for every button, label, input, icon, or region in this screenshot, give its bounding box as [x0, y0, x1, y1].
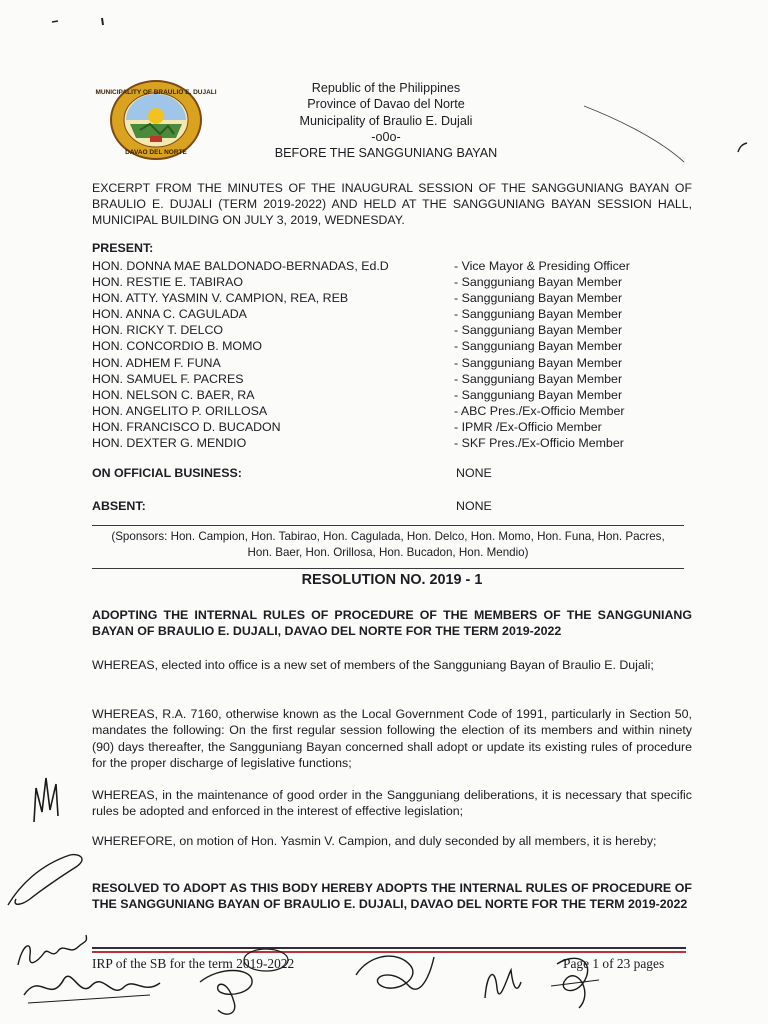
member-name: HON. SAMUEL F. PACRES [92, 371, 244, 386]
member-role: - ABC Pres./Ex-Officio Member [454, 403, 625, 418]
roster-row [92, 435, 692, 451]
roster-row [92, 258, 692, 274]
member-name: HON. CONCORDIO B. MOMO [92, 339, 263, 354]
wherefore-clause: WHEREFORE, on motion of Hon. Yasmin V. Campion, and duly seconded by all members, it is hereby; [92, 834, 657, 848]
roster-row [92, 403, 692, 419]
roster-row [92, 338, 692, 354]
divider-line [92, 568, 684, 569]
seal-ring-bottom: DAVAO DEL NORTE [125, 149, 187, 156]
official-business-label: ON OFFICIAL BUSINESS: [92, 466, 242, 480]
header-province: Province of Davao del Norte [307, 97, 465, 112]
municipal-seal [95, 80, 217, 160]
signature-bottom-3 [350, 945, 440, 1015]
footer-document-title: IRP of the SB for the term 2019-2022 [92, 956, 295, 971]
roster-row [92, 274, 692, 290]
member-name: HON. ANNA C. CAGULADA [92, 307, 247, 322]
signature-term-strike [240, 944, 300, 976]
signature-scribble [0, 845, 92, 915]
member-name: HON. ATTY. YASMIN V. CAMPION, REA, REB [92, 291, 349, 306]
member-role: - Sangguniang Bayan Member [454, 307, 623, 322]
whereas-clause-3: WHEREAS, in the maintenance of good order in the Sangguniang deliberations, it is necessary that specific rules be adopted and enforced in the interest of effective legislation; [92, 788, 692, 819]
member-role: - IPMR /Ex-Officio Member [454, 419, 602, 434]
member-role: - Sangguniang Bayan Member [454, 323, 623, 338]
seal-ring-top: MUNICIPALITY OF BRAULIO E. DUJALI [95, 89, 217, 96]
member-role: - Vice Mayor & Presiding Officer [454, 259, 630, 273]
member-role: - Sangguniang Bayan Member [454, 275, 623, 290]
header-municipality: Municipality of Braulio E. Dujali [299, 113, 473, 128]
footer-page-number: Page 1 of 23 pages [563, 956, 665, 971]
roster-row [92, 290, 692, 306]
roster-row [92, 306, 692, 322]
whereas-clause-1: WHEREAS, elected into office is a new set of members of the Sangguniang Bayan of Braulio E. Dujali; [92, 658, 654, 672]
whereas-clause-2: WHEREAS, R.A. 7160, otherwise known as the Local Government Code of 1991, particularly in Section 50, mandates the following: On the first regular session following the election of its members and within ninety (90) days thereafter, the Sangguniang Bayan concerned shall adopt or update its existing rules of procedure for the proper discharge of legislative functions; [92, 707, 692, 770]
attendance-roster [92, 258, 692, 451]
header-republic: Republic of the Philippines [311, 81, 461, 95]
excerpt-paragraph: EXCERPT FROM THE MINUTES OF THE INAUGURAL SESSION OF THE SANGGUNIANG BAYAN OF BRAULIO E. DUJALI (TERM 2019-2022) AND HELD AT THE SANGGUNIANG BAYAN SESSION HALL, MUNICIPAL BUILDING ON JULY 3, 2019, WEDNESDAY. [92, 181, 692, 227]
present-heading: PRESENT: [92, 241, 154, 255]
member-role: - Sangguniang Bayan Member [454, 339, 623, 354]
roster-row [92, 322, 692, 338]
pen-stroke [580, 100, 690, 180]
member-name: HON. DEXTER G. MENDIO [92, 436, 247, 451]
scan-mark [735, 140, 751, 156]
member-name: HON. ANGELITO P. ORILLOSA [92, 403, 268, 418]
signature-initials [28, 770, 68, 830]
absent-value: NONE [456, 499, 492, 513]
member-name: HON. DONNA MAE BALDONADO-BERNADAS, Ed.D [92, 259, 389, 273]
member-role: - Sangguniang Bayan Member [454, 291, 623, 306]
divider-line [92, 525, 684, 526]
signature-bottom-left [20, 965, 170, 1010]
member-name: HON. NELSON C. BAER, RA [92, 387, 255, 402]
roster-row [92, 387, 692, 403]
absent-label: ABSENT: [92, 499, 146, 513]
member-name: HON. ADHEM F. FUNA [92, 355, 221, 370]
member-role: - Sangguniang Bayan Member [454, 355, 623, 370]
member-role: - Sangguniang Bayan Member [454, 371, 623, 386]
member-name: HON. FRANCISCO D. BUCADON [92, 419, 281, 434]
member-role: - SKF Pres./Ex-Officio Member [454, 436, 624, 451]
sponsors-note: (Sponsors: Hon. Campion, Hon. Tabirao, Hon. Cagulada, Hon. Delco, Hon. Momo, Hon. Funa, Hon. Pacres, Hon. Baer, Hon. Orillosa, Hon. Bucadon, Hon. Mendio) [111, 530, 665, 559]
header-body: BEFORE THE SANGGUNIANG BAYAN [274, 146, 498, 161]
member-name: HON. RICKY T. DELCO [92, 323, 224, 338]
signature-bottom-5 [545, 950, 605, 1015]
official-business-value: NONE [456, 466, 492, 480]
scan-mark [50, 14, 110, 28]
letterhead [240, 80, 532, 161]
resolution-number: RESOLUTION NO. 2019 - 1 [301, 572, 483, 588]
resolved-clause: RESOLVED TO ADOPT AS THIS BODY HEREBY ADOPTS THE INTERNAL RULES OF PROCEDURE OF THE SANGGUNIANG BAYAN OF BRAULIO E. DUJALI, DAVAO DEL NORTE FOR THE TERM 2019-2022 [92, 881, 692, 912]
signature-bottom-4 [475, 958, 525, 1013]
roster-row [92, 355, 692, 371]
roster-row [92, 419, 692, 435]
roster-row [92, 371, 692, 387]
member-role: - Sangguniang Bayan Member [454, 387, 623, 402]
member-name: HON. RESTIE E. TABIRAO [92, 275, 244, 290]
header-divider: -o0o- [371, 129, 401, 144]
resolution-title: ADOPTING THE INTERNAL RULES OF PROCEDURE OF THE MEMBERS OF THE SANGGUNIANG BAYAN OF BRAULIO E. DUJALI, DAVAO DEL NORTE FOR THE TERM 2019-2022 [92, 608, 692, 639]
